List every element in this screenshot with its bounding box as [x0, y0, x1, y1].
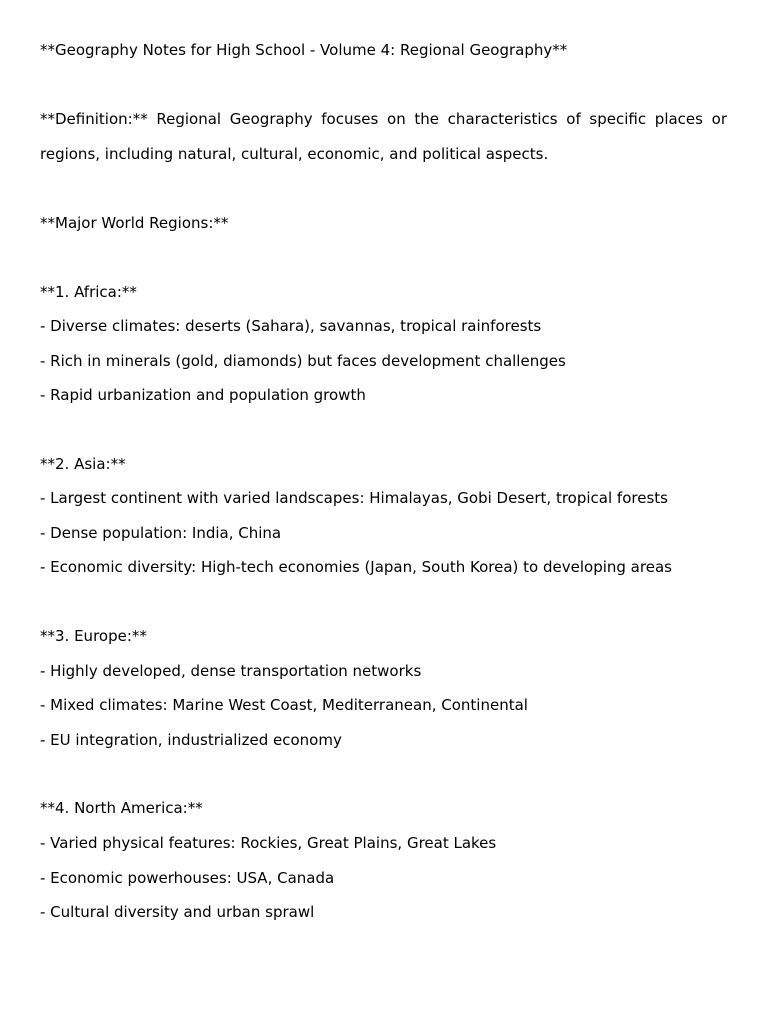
- list-item: - Highly developed, dense transportation networks: [40, 662, 422, 680]
- list-item: - Diverse climates: deserts (Sahara), savannas, tropical rainforests: [40, 317, 542, 335]
- regions-heading: **Major World Regions:**: [40, 214, 229, 232]
- list-item: - Varied physical features: Rockies, Great Plains, Great Lakes: [40, 834, 497, 852]
- list-item: - Cultural diversity and urban sprawl: [40, 903, 315, 921]
- region-heading-europe: **3. Europe:**: [40, 627, 147, 645]
- definition-paragraph: **Definition:** Regional Geography focuses on the characteristics of specific places or regions, including natural, cultural, economic, and political aspects.: [40, 110, 727, 163]
- list-item: - Largest continent with varied landscapes: Himalayas, Gobi Desert, tropical forests: [40, 489, 668, 507]
- list-item: - Economic diversity: High-tech economies (Japan, South Korea) to developing areas: [40, 558, 672, 576]
- list-item: - Economic powerhouses: USA, Canada: [40, 869, 335, 887]
- document-title: **Geography Notes for High School - Volume 4: Regional Geography**: [40, 41, 568, 59]
- region-heading-asia: **2. Asia:**: [40, 455, 126, 473]
- list-item: - Dense population: India, China: [40, 524, 282, 542]
- region-heading-africa: **1. Africa:**: [40, 283, 137, 301]
- region-heading-north-america: **4. North America:**: [40, 799, 203, 817]
- list-item: - EU integration, industrialized economy: [40, 731, 342, 749]
- list-item: - Rapid urbanization and population growth: [40, 386, 366, 404]
- list-item: - Rich in minerals (gold, diamonds) but faces development challenges: [40, 352, 566, 370]
- list-item: - Mixed climates: Marine West Coast, Mediterranean, Continental: [40, 696, 528, 714]
